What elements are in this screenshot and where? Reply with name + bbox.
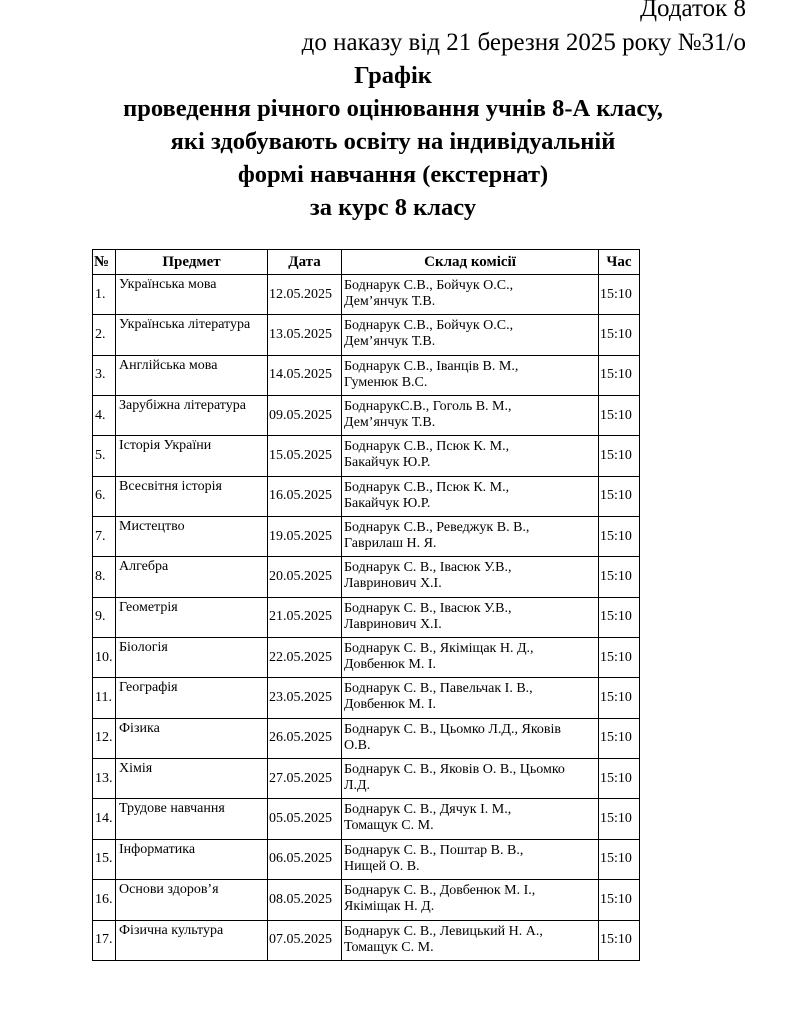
date-cell: 13.05.2025 (268, 315, 342, 355)
time-cell: 15:10 (599, 355, 640, 395)
schedule-table (92, 249, 640, 961)
table-header-row (93, 250, 640, 275)
commission-cell: Боднарук С. В., Павельчак І. В., Довбенюк М. І. (342, 678, 599, 718)
title-line-3: які здобувають освіту на індивідуальній (170, 128, 616, 155)
table-row (93, 355, 640, 395)
time-cell: 15:10 (599, 718, 640, 758)
date-cell: 08.05.2025 (268, 880, 342, 920)
subject-cell: Фізика (116, 718, 268, 758)
table-row (93, 880, 640, 920)
commission-cell: Боднарук С.В., Псюк К. М., Бакайчук Ю.Р. (342, 476, 599, 516)
subject-cell: Англійська мова (116, 355, 268, 395)
date-cell: 15.05.2025 (268, 436, 342, 476)
time-cell: 15:10 (599, 436, 640, 476)
subject-cell: Географія (116, 678, 268, 718)
commission-cell: Боднарук С. В., Яковів О. В., Цьомко Л.Д. (342, 759, 599, 799)
time-cell: 15:10 (599, 678, 640, 718)
column-header-time: Час (599, 250, 640, 275)
row-number: 13. (93, 759, 116, 799)
subject-cell: Основи здоров’я (116, 880, 268, 920)
time-cell: 15:10 (599, 759, 640, 799)
table-row (93, 678, 640, 718)
commission-cell: БоднарукС.В., Гоголь В. М., Дем’янчук Т.В. (342, 396, 599, 436)
row-number: 1. (93, 275, 116, 315)
commission-cell: Боднарук С.В., Іванців В. М., Гуменюк В.С. (342, 355, 599, 395)
time-cell: 15:10 (599, 476, 640, 516)
time-cell: 15:10 (599, 839, 640, 879)
table-row (93, 718, 640, 758)
subject-cell: Хімія (116, 759, 268, 799)
subject-cell: Історія України (116, 436, 268, 476)
date-cell: 21.05.2025 (268, 597, 342, 637)
time-cell: 15:10 (599, 799, 640, 839)
column-header-subject: Предмет (116, 250, 268, 275)
date-cell: 12.05.2025 (268, 275, 342, 315)
date-cell: 14.05.2025 (268, 355, 342, 395)
subject-cell: Мистецтво (116, 517, 268, 557)
subject-cell: Трудове навчання (116, 799, 268, 839)
date-cell: 06.05.2025 (268, 839, 342, 879)
column-header-date: Дата (268, 250, 342, 275)
subject-cell: Українська мова (116, 275, 268, 315)
commission-cell: Боднарук С.В., Реведжук В. В., Гаврилаш Н. Я. (342, 517, 599, 557)
subject-cell: Біологія (116, 638, 268, 678)
date-cell: 27.05.2025 (268, 759, 342, 799)
table-row (93, 275, 640, 315)
commission-cell: Боднарук С. В., Івасюк У.В., Лавринович Х.І. (342, 557, 599, 597)
date-cell: 07.05.2025 (268, 920, 342, 960)
column-header-commission: Склад комісії (342, 250, 599, 275)
time-cell: 15:10 (599, 557, 640, 597)
row-number: 4. (93, 396, 116, 436)
time-cell: 15:10 (599, 396, 640, 436)
table-row (93, 557, 640, 597)
time-cell: 15:10 (599, 638, 640, 678)
title-line-5: за курс 8 класу (309, 194, 477, 221)
row-number: 8. (93, 557, 116, 597)
title-line-2: проведення річного оцінювання учнів 8-А класу, (123, 95, 663, 122)
table-row (93, 638, 640, 678)
table-row (93, 476, 640, 516)
date-cell: 16.05.2025 (268, 476, 342, 516)
row-number: 15. (93, 839, 116, 879)
time-cell: 15:10 (599, 517, 640, 557)
commission-cell: Боднарук С. В., Цьомко Л.Д., Яковів О.В. (342, 718, 599, 758)
row-number: 5. (93, 436, 116, 476)
date-cell: 05.05.2025 (268, 799, 342, 839)
subject-cell: Інформатика (116, 839, 268, 879)
time-cell: 15:10 (599, 597, 640, 637)
title-line-4: формі навчання (екстернат) (237, 161, 549, 188)
table-row (93, 799, 640, 839)
table-row (93, 920, 640, 960)
date-cell: 19.05.2025 (268, 517, 342, 557)
table-row (93, 315, 640, 355)
subject-cell: Геометрія (116, 597, 268, 637)
date-cell: 23.05.2025 (268, 678, 342, 718)
subject-cell: Алгебра (116, 557, 268, 597)
subject-cell: Фізична культура (116, 920, 268, 960)
date-cell: 22.05.2025 (268, 638, 342, 678)
table-row (93, 396, 640, 436)
commission-cell: Боднарук С. В., Довбенюк М. І., Якіміщак Н. Д. (342, 880, 599, 920)
commission-cell: Боднарук С. В., Левицький Н. А., Томащук С. М. (342, 920, 599, 960)
table-row (93, 517, 640, 557)
row-number: 7. (93, 517, 116, 557)
row-number: 14. (93, 799, 116, 839)
date-cell: 20.05.2025 (268, 557, 342, 597)
table-row (93, 436, 640, 476)
commission-cell: Боднарук С.В., Бойчук О.С., Дем’янчук Т.В. (342, 315, 599, 355)
row-number: 12. (93, 718, 116, 758)
row-number: 9. (93, 597, 116, 637)
commission-cell: Боднарук С. В., Дячук І. М., Томащук С. М. (342, 799, 599, 839)
appendix-label: Додаток 8 (640, 0, 746, 22)
commission-cell: Боднарук С. В., Якіміщак Н. Д., Довбенюк М. І. (342, 638, 599, 678)
row-number: 2. (93, 315, 116, 355)
table-row (93, 597, 640, 637)
commission-cell: Боднарук С. В., Поштар В. В., Нищей О. В. (342, 839, 599, 879)
date-cell: 09.05.2025 (268, 396, 342, 436)
table-row (93, 759, 640, 799)
row-number: 6. (93, 476, 116, 516)
subject-cell: Всесвітня історія (116, 476, 268, 516)
document-title: Графік (354, 62, 432, 89)
column-header-number: № (93, 250, 116, 275)
time-cell: 15:10 (599, 275, 640, 315)
time-cell: 15:10 (599, 315, 640, 355)
row-number: 16. (93, 880, 116, 920)
subject-cell: Українська література (116, 315, 268, 355)
row-number: 10. (93, 638, 116, 678)
row-number: 17. (93, 920, 116, 960)
row-number: 11. (93, 678, 116, 718)
order-reference: до наказу від 21 березня 2025 року №31/о (301, 29, 746, 56)
commission-cell: Боднарук С.В., Псюк К. М., Бакайчук Ю.Р. (342, 436, 599, 476)
time-cell: 15:10 (599, 920, 640, 960)
subject-cell: Зарубіжна література (116, 396, 268, 436)
table-row (93, 839, 640, 879)
commission-cell: Боднарук С. В., Івасюк У.В., Лавринович Х.І. (342, 597, 599, 637)
commission-cell: Боднарук С.В., Бойчук О.С., Дем’янчук Т.В. (342, 275, 599, 315)
time-cell: 15:10 (599, 880, 640, 920)
date-cell: 26.05.2025 (268, 718, 342, 758)
row-number: 3. (93, 355, 116, 395)
